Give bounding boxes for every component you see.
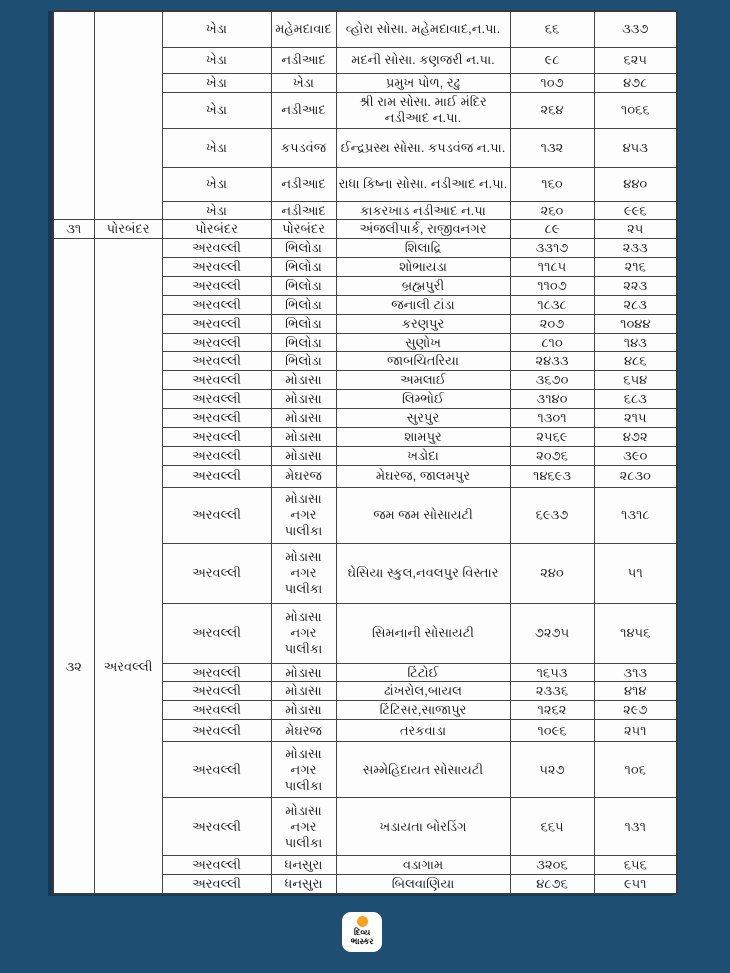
location-cell: ટિંટોઈ bbox=[336, 663, 510, 682]
value2-cell: ૪૭૨ bbox=[594, 427, 677, 446]
taluka-cell: મોડાસા નગર પાલીકા bbox=[271, 742, 336, 798]
value1-cell: ૧૮૩૮ bbox=[510, 295, 594, 314]
district-cell: પોરબંદર bbox=[162, 220, 271, 239]
value2-cell: ૩૧૩ bbox=[594, 663, 677, 682]
value1-cell: ૧૩૨ bbox=[510, 128, 594, 167]
value2-cell: ૯૯૬ bbox=[594, 201, 677, 220]
value2-cell: ૧૪૫૬ bbox=[594, 603, 677, 663]
value2-cell: ૬૨૫ bbox=[594, 47, 677, 73]
value1-cell: ૨૪૦ bbox=[510, 543, 594, 603]
district-cell: ખેડા bbox=[162, 167, 271, 201]
location-cell: સિમનાની સોસાયટી bbox=[336, 603, 510, 663]
value1-cell: ૯૮ bbox=[510, 47, 594, 73]
district-cell: અરવલ્લી bbox=[162, 543, 271, 603]
taluka-cell: ધનસુરા bbox=[271, 874, 336, 893]
district-cell: અરવલ્લી bbox=[162, 276, 271, 295]
location-cell: સમ્મેહિદાયત સોસાયટી bbox=[336, 742, 510, 798]
value2-cell: ૨૫ bbox=[594, 220, 677, 239]
location-cell: ખડોદા bbox=[336, 446, 510, 465]
table-row bbox=[53, 220, 677, 239]
value1-cell: ૬૯૩૭ bbox=[510, 487, 594, 543]
taluka-cell: મોડાસા bbox=[271, 408, 336, 427]
value2-cell: ૧૩૧૮ bbox=[594, 487, 677, 543]
taluka-cell: કપડવંજ bbox=[271, 128, 336, 167]
location-cell: ખડાયતા બોરડિંગ bbox=[336, 798, 510, 856]
brand-name-line1: દિવ્ય bbox=[353, 927, 371, 937]
taluka-cell: મોડાસા bbox=[271, 701, 336, 720]
location-cell: સુરપુર bbox=[336, 408, 510, 427]
brand-dot-icon bbox=[357, 916, 368, 927]
taluka-cell: મોડાસા નગર પાલીકા bbox=[271, 798, 336, 856]
location-cell: સુણોખ bbox=[336, 333, 510, 352]
value2-cell: ૧૦૬૬ bbox=[594, 92, 677, 128]
value2-cell: ૬૫૬ bbox=[594, 856, 677, 875]
taluka-cell: ભિલોડા bbox=[271, 276, 336, 295]
district-results-table bbox=[52, 10, 678, 895]
brand-name-line2: ભાસ્કર bbox=[350, 935, 374, 946]
taluka-cell: ધનસુરા bbox=[271, 856, 336, 875]
district-cell: ખેડા bbox=[162, 201, 271, 220]
value1-cell: ૧૩૦૧ bbox=[510, 408, 594, 427]
location-cell: શામપુર bbox=[336, 427, 510, 446]
district-cell: ખેડા bbox=[162, 47, 271, 73]
taluka-cell: મોડાસા bbox=[271, 371, 336, 390]
location-cell: બ્રહ્મપુરી bbox=[336, 276, 510, 295]
district-cell: અરવલ્લી bbox=[162, 427, 271, 446]
value2-cell: ૪૮૬ bbox=[594, 352, 677, 371]
value1-cell: ૩૬૭૦ bbox=[510, 371, 594, 390]
taluka-cell: ભિલોડા bbox=[271, 333, 336, 352]
value1-cell: ૧૬૦ bbox=[510, 167, 594, 201]
value2-cell: ૪૪૦ bbox=[594, 167, 677, 201]
table-row bbox=[53, 239, 677, 258]
value1-cell: ૧૦૯૬ bbox=[510, 720, 594, 742]
taluka-cell: ભિલોડા bbox=[271, 352, 336, 371]
district-cell: અરવલ્લી bbox=[162, 720, 271, 742]
value2-cell: ૬૫૪ bbox=[594, 371, 677, 390]
location-cell: ઈન્દ્રપ્રસ્થ સોસા. કપડવંજ ન.પા. bbox=[336, 128, 510, 167]
taluka-cell: મોડાસા bbox=[271, 427, 336, 446]
district-group-cell bbox=[94, 11, 162, 220]
value2-cell: ૬૮૩ bbox=[594, 390, 677, 409]
district-cell: ખેડા bbox=[162, 73, 271, 92]
district-cell: અરવલ્લી bbox=[162, 682, 271, 701]
location-cell: અમલાઈ bbox=[336, 371, 510, 390]
value2-cell: ૩૯૦ bbox=[594, 446, 677, 465]
location-cell: ઢાંખરોલ,બાયલ bbox=[336, 682, 510, 701]
district-cell: અરવલ્લી bbox=[162, 239, 271, 258]
district-group-cell: અરવલ્લી bbox=[94, 239, 162, 894]
value2-cell: ૨૧૫ bbox=[594, 408, 677, 427]
serial-cell bbox=[53, 11, 94, 220]
value2-cell: ૨૫૧ bbox=[594, 720, 677, 742]
taluka-cell: મોડાસા bbox=[271, 390, 336, 409]
value2-cell: ૧૪૩ bbox=[594, 333, 677, 352]
location-cell: અંજલીપાર્ક, રાજીવનગર bbox=[336, 220, 510, 239]
district-cell: ખેડા bbox=[162, 92, 271, 128]
taluka-cell: મોડાસા bbox=[271, 446, 336, 465]
value1-cell: ૧૦૭ bbox=[510, 73, 594, 92]
district-cell: અરવલ્લી bbox=[162, 487, 271, 543]
location-cell: વ્હોરા સોસા. મહેમદાવાદ,ન.પા. bbox=[336, 11, 510, 47]
location-cell: જમ જમ સોસાયટી bbox=[336, 487, 510, 543]
value2-cell: ૨૧૬ bbox=[594, 258, 677, 277]
taluka-cell: મોડાસા bbox=[271, 682, 336, 701]
location-cell: જનાલી ટાંડા bbox=[336, 295, 510, 314]
taluka-cell: ભિલોડા bbox=[271, 295, 336, 314]
value1-cell: ૩૧૪૦ bbox=[510, 390, 594, 409]
value1-cell: ૨૦૭૬ bbox=[510, 446, 594, 465]
taluka-cell: ભિલોડા bbox=[271, 314, 336, 333]
district-cell: અરવલ્લી bbox=[162, 371, 271, 390]
value2-cell: ૪૭૮ bbox=[594, 73, 677, 92]
value2-cell: ૧૦૬ bbox=[594, 742, 677, 798]
location-cell: વડાગામ bbox=[336, 856, 510, 875]
value1-cell: ૪૮૭૬ bbox=[510, 874, 594, 893]
taluka-cell: નડીઆદ bbox=[271, 201, 336, 220]
district-cell: ખેડા bbox=[162, 11, 271, 47]
taluka-cell: મેઘરજ bbox=[271, 720, 336, 742]
value2-cell: ૧૩૧ bbox=[594, 798, 677, 856]
district-cell: અરવલ્લી bbox=[162, 352, 271, 371]
value1-cell: ૨૬૪ bbox=[510, 92, 594, 128]
district-cell: અરવલ્લી bbox=[162, 408, 271, 427]
location-cell: શોભાયડા bbox=[336, 258, 510, 277]
district-cell: અરવલ્લી bbox=[162, 798, 271, 856]
district-cell: અરવલ્લી bbox=[162, 856, 271, 875]
taluka-cell: મહેમદાવાદ bbox=[271, 11, 336, 47]
value2-cell: ૫૧ bbox=[594, 543, 677, 603]
value2-cell: ૨૩૩ bbox=[594, 239, 677, 258]
location-cell: ઘેસિયા સ્કુલ,નવલપુર વિસ્તાર bbox=[336, 543, 510, 603]
district-cell: અરવલ્લી bbox=[162, 390, 271, 409]
results-table-container bbox=[52, 10, 676, 895]
value1-cell: ૩૨૦૬ bbox=[510, 856, 594, 875]
value2-cell: ૨૨૩ bbox=[594, 276, 677, 295]
district-cell: અરવલ્લી bbox=[162, 603, 271, 663]
serial-cell: ૩૧ bbox=[53, 220, 94, 239]
value2-cell: ૪૫૩ bbox=[594, 128, 677, 167]
value2-cell: ૩૩૭ bbox=[594, 11, 677, 47]
taluka-cell: મોડાસા નગર પાલીકા bbox=[271, 487, 336, 543]
district-cell: અરવલ્લી bbox=[162, 874, 271, 893]
district-cell: અરવલ્લી bbox=[162, 258, 271, 277]
value1-cell: ૨૫૬૯ bbox=[510, 427, 594, 446]
location-cell: મેઘરજ, જાલમપુર bbox=[336, 465, 510, 487]
value2-cell: ૨૮૩૦ bbox=[594, 465, 677, 487]
taluka-cell: ખેડા bbox=[271, 73, 336, 92]
district-group-cell: પોરબંદર bbox=[94, 220, 162, 239]
district-cell: ખેડા bbox=[162, 128, 271, 167]
value1-cell: ૨૦૭ bbox=[510, 314, 594, 333]
taluka-cell: મોડાસા bbox=[271, 663, 336, 682]
value1-cell: ૧૬૫૩ bbox=[510, 663, 594, 682]
value1-cell: ૩૩૧૭ bbox=[510, 239, 594, 258]
district-cell: અરવલ્લી bbox=[162, 333, 271, 352]
taluka-cell: નડીઆદ bbox=[271, 167, 336, 201]
value1-cell: ૨૪૩૩ bbox=[510, 352, 594, 371]
district-cell: અરવલ્લી bbox=[162, 465, 271, 487]
brand-logo bbox=[342, 912, 382, 952]
taluka-cell: પોરબંદર bbox=[271, 220, 336, 239]
serial-cell: ૩૨ bbox=[53, 239, 94, 894]
location-cell: કાકરખાડ નડીઆદ ન.પા bbox=[336, 201, 510, 220]
taluka-cell: મેઘરજ bbox=[271, 465, 336, 487]
location-cell: રાધા કિષ્ના સોસા. નડીઆદ ન.પા. bbox=[336, 167, 510, 201]
value1-cell: ૧૧૦૭ bbox=[510, 276, 594, 295]
value1-cell: ૭૨૭૫ bbox=[510, 603, 594, 663]
taluka-cell: ભિલોડા bbox=[271, 239, 336, 258]
value1-cell: ૮૯ bbox=[510, 220, 594, 239]
value1-cell: ૧૪૬૯૩ bbox=[510, 465, 594, 487]
value1-cell: ૨૩૩૬ bbox=[510, 682, 594, 701]
taluka-cell: નડીઆદ bbox=[271, 47, 336, 73]
location-cell: બિલવાણિયા bbox=[336, 874, 510, 893]
taluka-cell: મોડાસા નગર પાલીકા bbox=[271, 543, 336, 603]
location-cell: શ્રી રામ સોસા. માઈ મંદિર નડીઆદ ન.પા. bbox=[336, 92, 510, 128]
table-row bbox=[53, 11, 677, 47]
value2-cell: ૪૧૪ bbox=[594, 682, 677, 701]
value1-cell: ૫૨૭ bbox=[510, 742, 594, 798]
district-cell: અરવલ્લી bbox=[162, 314, 271, 333]
value1-cell: ૬૬ bbox=[510, 11, 594, 47]
value2-cell: ૨૯૭ bbox=[594, 701, 677, 720]
location-cell: શિલાદ્રિ bbox=[336, 239, 510, 258]
location-cell: ટિંટિસર,સાજાપુર bbox=[336, 701, 510, 720]
taluka-cell: નડીઆદ bbox=[271, 92, 336, 128]
value2-cell: ૯૫૧ bbox=[594, 874, 677, 893]
value1-cell: ૬૬૫ bbox=[510, 798, 594, 856]
taluka-cell: મોડાસા નગર પાલીકા bbox=[271, 603, 336, 663]
value2-cell: ૧૦૪૪ bbox=[594, 314, 677, 333]
district-cell: અરવલ્લી bbox=[162, 446, 271, 465]
value1-cell: ૮૧૦ bbox=[510, 333, 594, 352]
value2-cell: ૨૮૩ bbox=[594, 295, 677, 314]
location-cell: તરકવાડા bbox=[336, 720, 510, 742]
location-cell: કરણપુર bbox=[336, 314, 510, 333]
location-cell: મદની સોસા. કણજરી ન.પા. bbox=[336, 47, 510, 73]
location-cell: લિમ્ભોઈ bbox=[336, 390, 510, 409]
value1-cell: ૧૧૮૫ bbox=[510, 258, 594, 277]
value1-cell: ૨૬૦ bbox=[510, 201, 594, 220]
district-cell: અરવલ્લી bbox=[162, 742, 271, 798]
value1-cell: ૧૨૬૨ bbox=[510, 701, 594, 720]
district-cell: અરવલ્લી bbox=[162, 701, 271, 720]
district-cell: અરવલ્લી bbox=[162, 663, 271, 682]
district-cell: અરવલ્લી bbox=[162, 295, 271, 314]
taluka-cell: ભિલોડા bbox=[271, 258, 336, 277]
location-cell: પ્રમુખ પોળ, રઢુ bbox=[336, 73, 510, 92]
location-cell: જાબચિતરિયા bbox=[336, 352, 510, 371]
